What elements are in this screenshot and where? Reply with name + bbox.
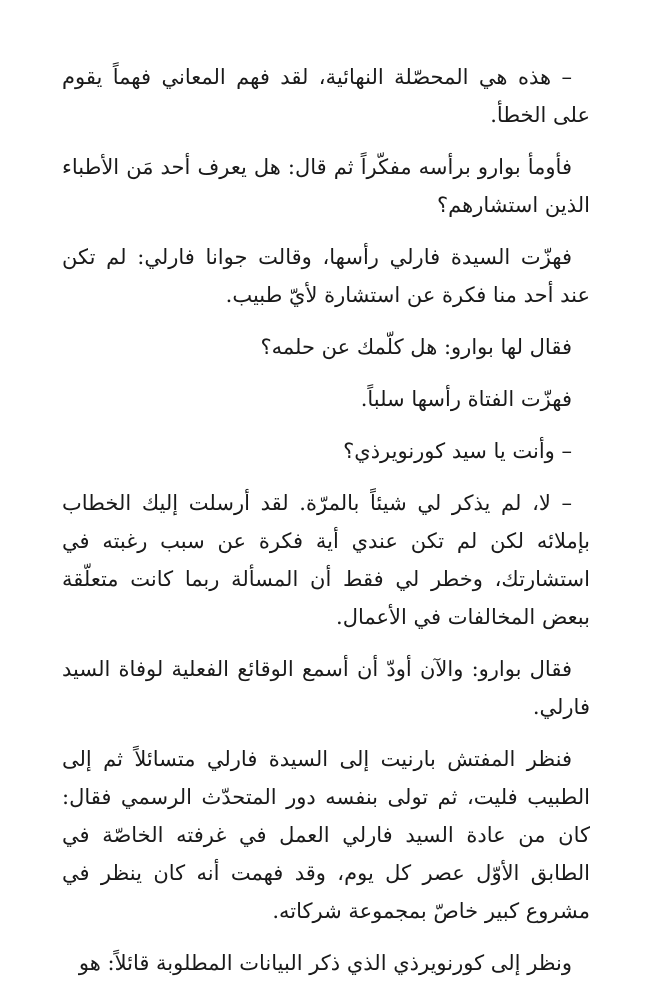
paragraph-2: فأومأ بوارو برأسه مفكّراً ثم قال: هل يعرف أحد مَن الأطباء الذين استشارهم؟ <box>62 155 590 217</box>
paragraph-8: فقال بوارو: والآن أودّ أن أسمع الوقائع الفعلية لوفاة السيد فارلي. <box>62 657 590 719</box>
paragraph-5: فهزّت الفتاة رأسها سلباً. <box>360 387 572 411</box>
paragraph-4: فقال لها بوارو: هل كلّمك عن حلمه؟ <box>260 335 572 359</box>
paragraph-6: – وأنت يا سيد كورنويرذي؟ <box>343 439 572 463</box>
paragraph-1: – هذه هي المحصّلة النهائية، لقد فهم المعاني فهماً يقوم على الخطأ. <box>62 65 590 127</box>
paragraph-7: – لا، لم يذكر لي شيئاً بالمرّة. لقد أرسلت إليك الخطاب بإملائه لكن لم تكن عندي أية فكرة عن سبب رغبته في استشارتك، وخطر لي فقط أن المسألة ربما كانت متعلّقة ببعض المخالفات في الأعمال. <box>62 491 590 629</box>
paragraph-9: فنظر المفتش بارنيت إلى السيدة فارلي متسائلاً ثم إلى الطبيب فليت، ثم تولى بنفسه دور المتحدّث الرسمي فقال: كان من عادة السيد فارلي العمل في غرفته الخاصّة في الطابق الأوّل عصر كل يوم، وقد فهمت أنه كان ينظر في مشروع كبير خاصّ بمجموعة شركاته. <box>62 747 590 923</box>
paragraph-3: فهزّت السيدة فارلي رأسها، وقالت جوانا فارلي: لم تكن عند أحد منا فكرة عن استشارة لأيّ طبيب. <box>62 245 590 307</box>
book-page <box>62 58 590 982</box>
paragraph-10: ونظر إلى كورنويرذي الذي ذكر البيانات المطلوبة قائلاً: هو <box>78 951 572 975</box>
